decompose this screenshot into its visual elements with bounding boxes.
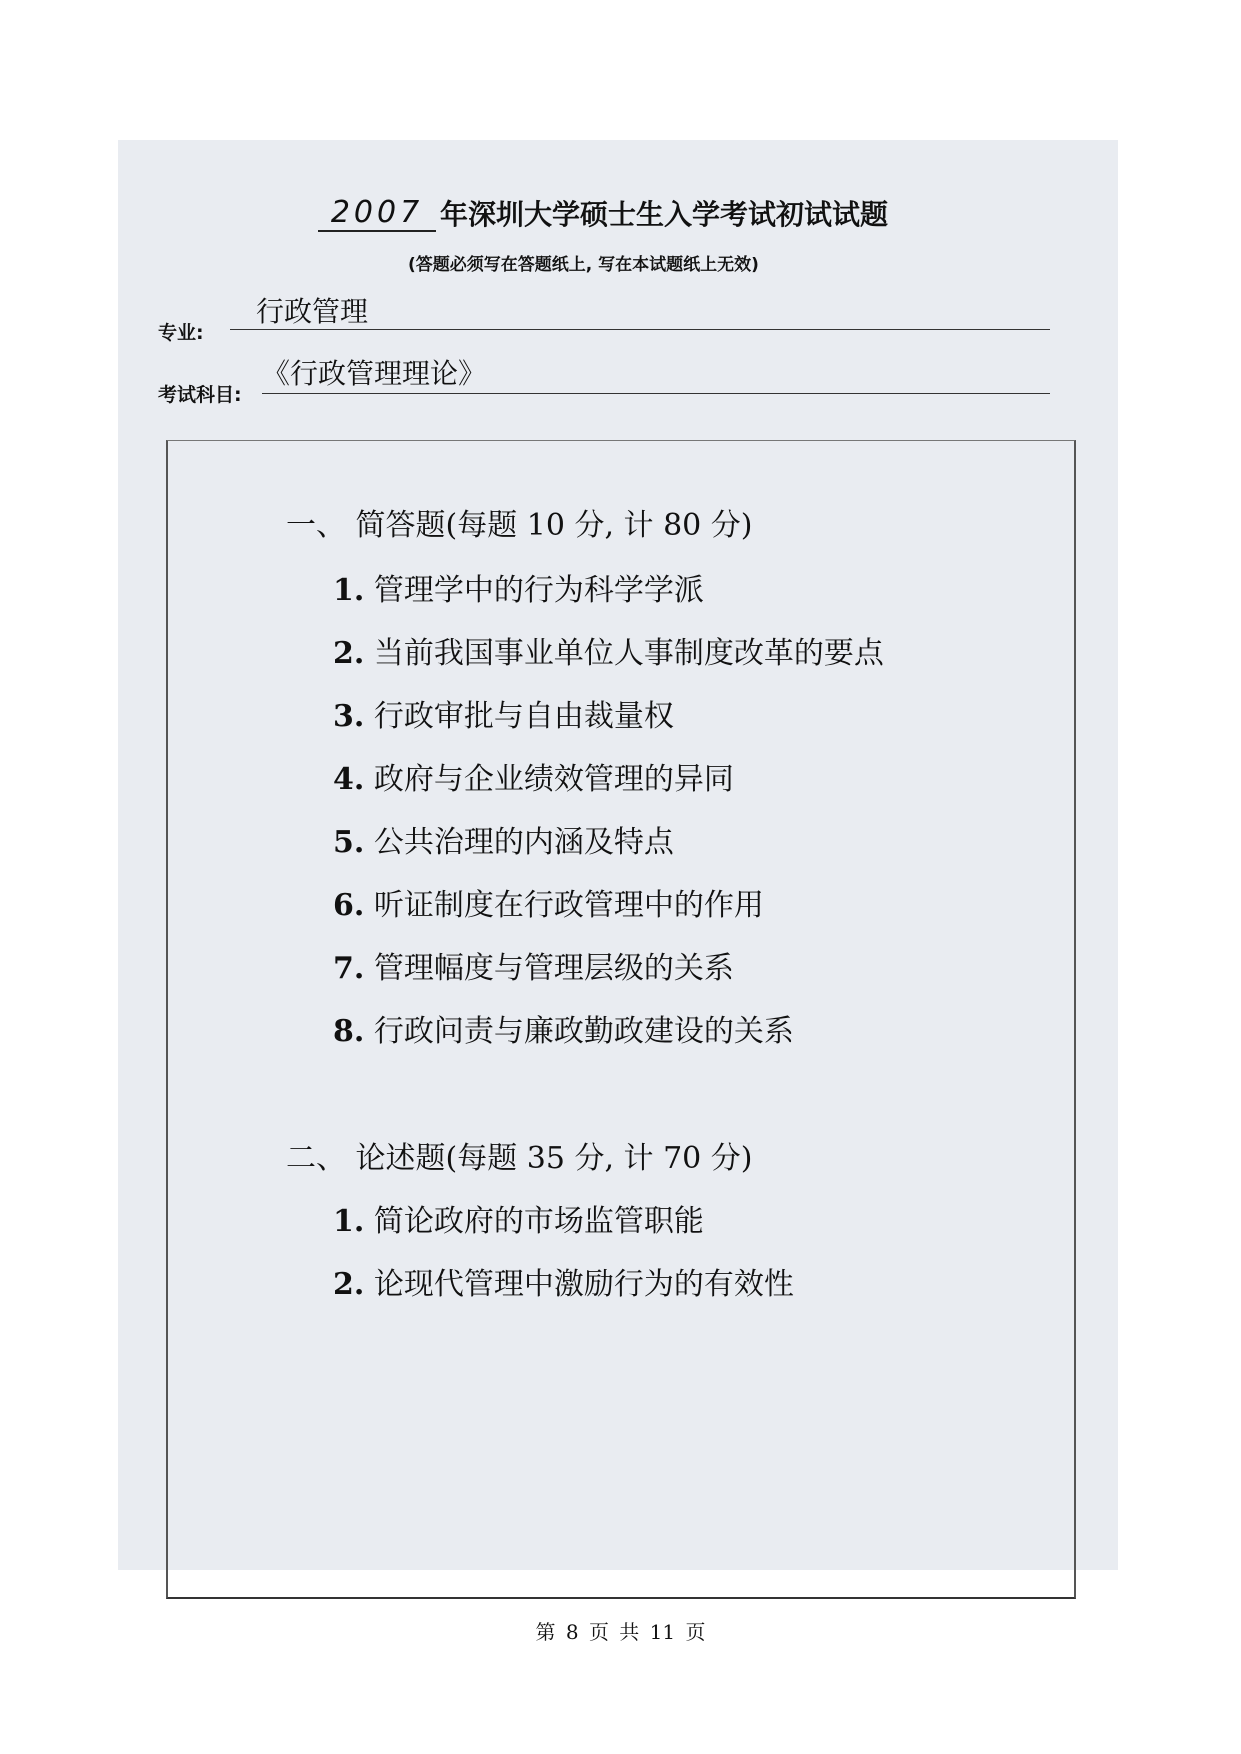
section-heading-essay: 二、 论述题(每题 35 分, 计 70 分) (286, 1141, 753, 1176)
exam-title-line (318, 196, 888, 232)
question-item (333, 1196, 704, 1240)
page-footer: 第 8 页 共 11 页 (535, 1620, 706, 1644)
exam-year: 2007 (318, 196, 436, 232)
question-text: 管理学中的行为科学学派 (373, 573, 704, 608)
question-item (333, 817, 674, 861)
question-item (333, 880, 764, 924)
exam-title: 年深圳大学硕士生入学考试初试试题 (440, 198, 889, 231)
question-number: 4. (333, 762, 365, 797)
question-number: 5. (333, 825, 365, 860)
question-number: 1. (333, 1204, 365, 1239)
question-text: 行政审批与自由裁量权 (373, 699, 674, 734)
major-value: 行政管理 (256, 295, 369, 328)
question-number: 2. (333, 636, 365, 671)
question-text: 公共治理的内涵及特点 (373, 825, 674, 860)
answer-notice: (答题必须写在答题纸上, 写在本试题纸上无效) (408, 255, 759, 275)
question-number: 2. (333, 1267, 365, 1302)
major-label: 专业: (158, 322, 204, 344)
major-underline (230, 329, 1050, 330)
question-item (333, 754, 734, 798)
question-item (333, 691, 674, 735)
question-item (333, 1006, 794, 1050)
question-text: 简论政府的市场监管职能 (373, 1204, 704, 1239)
subject-label: 考试科目: (158, 384, 242, 406)
section-heading-short-answer: 一、 简答题(每题 10 分, 计 80 分) (286, 508, 753, 543)
question-text: 当前我国事业单位人事制度改革的要点 (373, 636, 884, 671)
question-text: 行政问责与廉政勤政建设的关系 (373, 1014, 794, 1049)
question-number: 8. (333, 1014, 365, 1049)
question-number: 3. (333, 699, 365, 734)
question-text: 听证制度在行政管理中的作用 (373, 888, 764, 923)
question-item (333, 565, 704, 609)
subject-underline (262, 393, 1050, 394)
question-item (333, 628, 884, 672)
question-number: 1. (333, 573, 365, 608)
question-number: 6. (333, 888, 365, 923)
question-text: 论现代管理中激励行为的有效性 (373, 1267, 794, 1302)
question-item (333, 1259, 794, 1303)
question-text: 政府与企业绩效管理的异同 (373, 762, 734, 797)
question-text: 管理幅度与管理层级的关系 (373, 951, 734, 986)
subject-value: 《行政管理理论》 (262, 357, 487, 390)
question-number: 7. (333, 951, 365, 986)
question-item (333, 943, 734, 987)
